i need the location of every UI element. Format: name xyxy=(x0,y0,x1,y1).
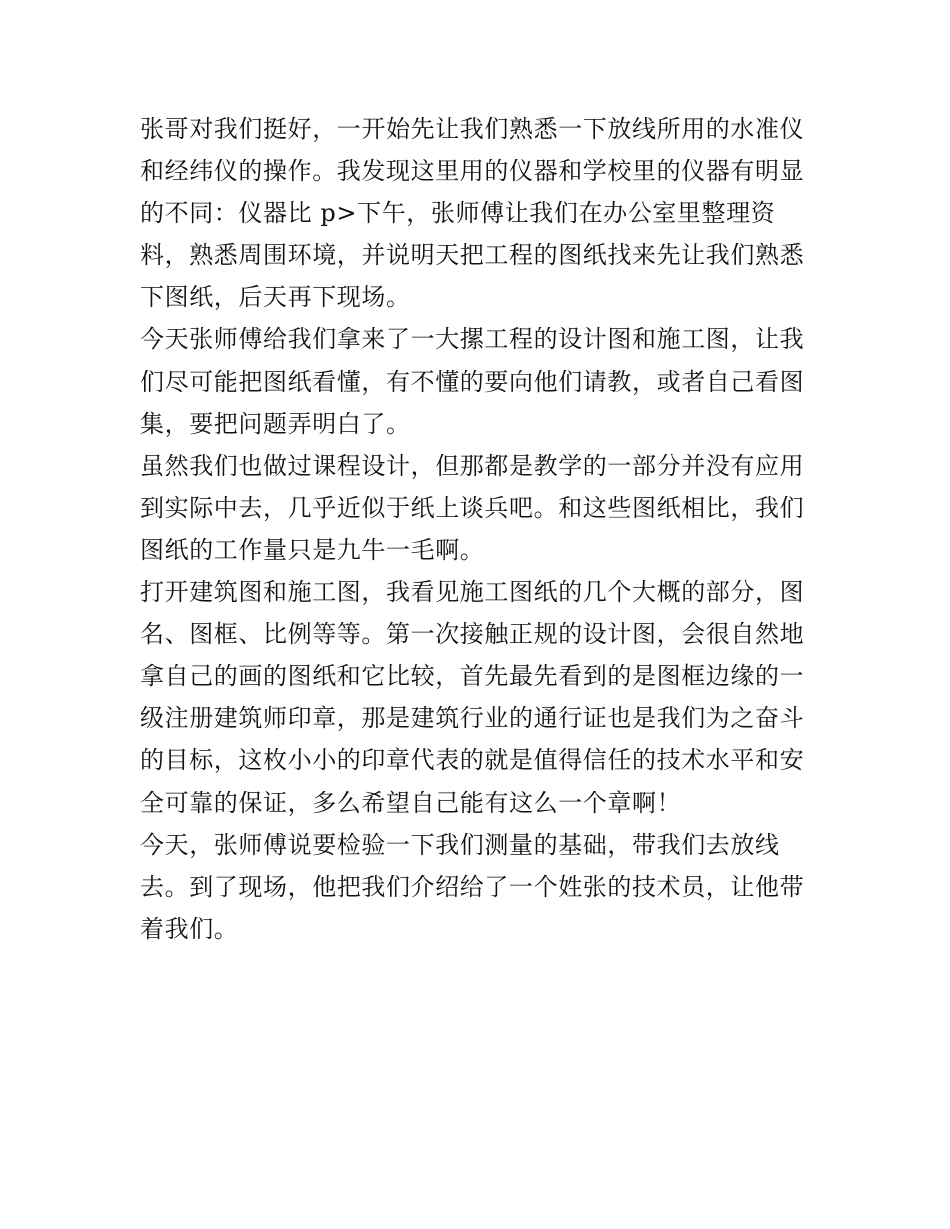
text-line: 集，要把问题弄明白了。 xyxy=(140,409,411,438)
text-line: 去。到了现场，他把我们介绍给了一个姓张的技术员，让他带 xyxy=(140,872,805,901)
text-line: 和经纬仪的操作。我发现这里用的仪器和学校里的仪器有明显 xyxy=(140,157,805,186)
text-line: 下图纸，后天再下现场。 xyxy=(140,283,411,312)
text-line: 名、图框、比例等等。第一次接触正规的设计图，会很自然地 xyxy=(140,620,805,649)
text-line: 今天张师傅给我们拿来了一大摞工程的设计图和施工图，让我 xyxy=(140,325,805,354)
text-line: 打开建筑图和施工图，我看见施工图纸的几个大概的部分，图 xyxy=(140,578,805,607)
document-body xyxy=(140,108,820,950)
text-line: 今天，张师傅说要检验一下我们测量的基础，带我们去放线 xyxy=(140,830,780,859)
text-line: 着我们。 xyxy=(140,914,239,943)
text-line: 拿自己的画的图纸和它比较，首先最先看到的是图框边缘的一 xyxy=(140,662,805,691)
text-line: 的不同：仪器比 p>下午，张师傅让我们在办公室里整理资 xyxy=(140,199,776,228)
text-line: 们尽可能把图纸看懂，有不懂的要向他们请教，或者自己看图 xyxy=(140,367,805,396)
text-line: 虽然我们也做过课程设计，但那都是教学的一部分并没有应用 xyxy=(140,451,805,480)
text-line: 全可靠的保证，多么希望自己能有这么一个章啊！ xyxy=(140,788,682,817)
text-line: 张哥对我们挺好，一开始先让我们熟悉一下放线所用的水准仪 xyxy=(140,115,805,143)
text-line: 的目标，这枚小小的印章代表的就是值得信任的技术水平和安 xyxy=(140,746,805,775)
text-line: 图纸的工作量只是九牛一毛啊。 xyxy=(140,535,485,564)
text-line: 料，熟悉周围环境，并说明天把工程的图纸找来先让我们熟悉 xyxy=(140,241,805,270)
text-line: 到实际中去，几乎近似于纸上谈兵吧。和这些图纸相比，我们 xyxy=(140,493,805,522)
text-line: 级注册建筑师印章，那是建筑行业的通行证也是我们为之奋斗 xyxy=(140,704,805,733)
